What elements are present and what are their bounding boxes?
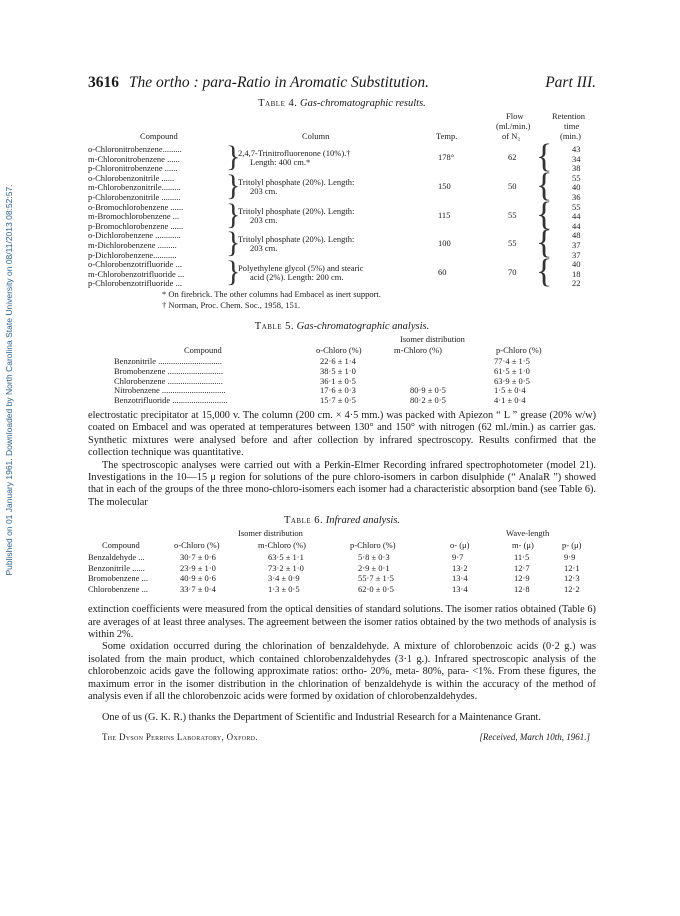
table6 bbox=[88, 528, 596, 600]
t6-compound-name: Benzonitrile ...... bbox=[88, 562, 145, 573]
t4-retention-value: 37 bbox=[572, 249, 581, 260]
t5-header-p: p-Chloro (%) bbox=[496, 345, 542, 355]
t4-retention-value: 40 bbox=[572, 259, 581, 270]
t6-compound-name: Chlorobenzene ... bbox=[88, 583, 148, 594]
left-brace-icon: { bbox=[536, 224, 553, 262]
right-brace-icon: } bbox=[226, 168, 241, 202]
t6-meta-value: 1·3 ± 0·5 bbox=[268, 583, 300, 594]
t5-compound-name: Nitrobenzene .............................. bbox=[114, 385, 226, 396]
t6-meta-value: 73·2 ± 1·0 bbox=[268, 562, 304, 573]
t4-retention-value: 55 bbox=[572, 172, 581, 183]
t4-retention-value: 44 bbox=[572, 211, 581, 222]
t6-para-value: 55·7 ± 1·5 bbox=[358, 573, 394, 584]
t4-compound-name: m-Chlorobenzotrifluoride ... bbox=[88, 268, 185, 279]
laboratory: The Dyson Perrins Laboratory, Oxford. bbox=[102, 731, 258, 742]
t6-ortho-value: 30·7 ± 0·6 bbox=[180, 552, 216, 563]
table4 bbox=[88, 111, 596, 289]
t4-retention-value: 36 bbox=[572, 192, 581, 202]
table6-label: Table 6. bbox=[283, 515, 324, 527]
download-notice bbox=[2, 100, 16, 660]
t4-column-line-1: 2,4,7-Trinitrofluorenone (10%).† bbox=[238, 148, 351, 158]
right-brace-icon: } bbox=[226, 197, 241, 231]
t4-flow-value: 55 bbox=[508, 238, 517, 249]
t6-super-iso: Isomer distribution bbox=[238, 528, 303, 539]
t4-flow-value: 50 bbox=[508, 180, 517, 191]
t4-header-ret-1: Retention bbox=[552, 111, 586, 121]
paragraph-1: electrostatic precipitator at 15,000 v. The column (200 cm. × 4·5 mm.) was packed with Apiezon “ L ” grease (20% w/w) coated on Embacel and was operated at temperatures between 130° and 150° with nitrogen (62 ml./min.) as carrier gas. Synthetic mixtures were analysed before and after collection by infrared spectroscopy. Results confirmed that the collection technique was quantitative. bbox=[88, 410, 596, 459]
t4-header-ret-2: time bbox=[564, 121, 580, 131]
t4-column-line-2: 203 cm. bbox=[250, 185, 278, 196]
t6-wave-ortho: 13·2 bbox=[452, 562, 468, 573]
t4-header-column: Column bbox=[302, 131, 330, 141]
t6-wave-meta: 12·9 bbox=[514, 573, 530, 584]
t4-compound-name: m-Bromochlorobenzene ... bbox=[88, 211, 180, 222]
t4-column-line-1: Tritolyl phosphate (20%). Length: bbox=[238, 205, 355, 216]
t4-compound-name: m-Chlorobenzonitrile......... bbox=[88, 182, 181, 193]
download-notice-text: Published on 01 January 1961. Downloaded by North Carolina State University on 08/11/2013 08:52:57. bbox=[4, 184, 14, 576]
t4-compound-name: m-Dichlorobenzene ......... bbox=[88, 240, 177, 250]
t4-retention-value: 37 bbox=[572, 240, 581, 250]
t6-wave-para: 9·9 bbox=[564, 552, 576, 563]
table4-footnotes bbox=[88, 289, 596, 311]
t5-compound-name: Benzotrifluoride .......................... bbox=[114, 395, 228, 406]
t6-ortho-value: 33·7 ± 0·4 bbox=[180, 583, 216, 594]
signature bbox=[88, 732, 596, 746]
t4-compound-name: o-Chlorobenzotrifluoride ... bbox=[88, 259, 182, 270]
t4-column-line-2: 203 cm. bbox=[250, 214, 278, 225]
t4-compound-name: o-Dichlorobenzene ............ bbox=[88, 230, 181, 241]
t6-wave-meta: 12·8 bbox=[514, 583, 530, 594]
t5-ortho-value: 15·7 ± 0·5 bbox=[320, 395, 356, 406]
paragraph-3: extinction coefficients were measured from the optical densities of standard solutions. The isomer ratios obtained (Table 6) are averages of at least three analyses. The agreement between the isomer ratios obtained by the two methods of analysis is within 2%. bbox=[88, 604, 596, 641]
page bbox=[88, 74, 596, 746]
t4-column-line-2: Length: 400 cm.* bbox=[250, 157, 311, 167]
table5-label: Table 5. bbox=[254, 321, 294, 332]
t4-compound-name: p-Chloronitrobenzene ...... bbox=[88, 163, 178, 174]
table4-title: Gas-chromatographic results. bbox=[300, 98, 426, 109]
t5-header-m: m-Chloro (%) bbox=[394, 345, 442, 355]
left-brace-icon: { bbox=[536, 166, 553, 204]
t4-retention-value: 34 bbox=[572, 153, 581, 164]
t5-para-value: 1·5 ± 0·4 bbox=[494, 385, 526, 396]
t4-column-line-2: acid (2%). Length: 200 cm. bbox=[250, 272, 344, 283]
t6-para-value: 5·8 ± 0·3 bbox=[358, 552, 390, 563]
t6-wave-meta: 11·5 bbox=[514, 552, 530, 563]
t4-retention-value: 43 bbox=[572, 144, 581, 154]
table5-caption bbox=[88, 321, 596, 332]
page-number: 3616 bbox=[88, 74, 119, 91]
paragraph-2: The spectroscopic analyses were carried out with a Perkin-Elmer Recording infrared spectrophotometer (model 21). Investigations in the 10—15 μ region for solutions of the pure chloro-isomers in carbon disulphide (“ AnalaR ”) showed that in each of the groups of the three mono-chloro-isomers each isomer had a characteristic absorption band (see Table 6). The molecular bbox=[88, 459, 596, 508]
t4-header-flow-2: (ml./min.) bbox=[496, 121, 531, 131]
t6-ortho-value: 40·9 ± 0·6 bbox=[180, 573, 216, 584]
left-brace-icon: { bbox=[536, 138, 553, 175]
t6-wave-ortho: 13·4 bbox=[452, 583, 468, 594]
t5-para-value: 61·5 ± 1·0 bbox=[494, 365, 530, 376]
t4-column-line-1: Polyethylene glycol (5%) and stearic bbox=[238, 263, 364, 274]
t4-footnote-2: † Norman, Proc. Chem. Soc., 1958, 151. bbox=[162, 300, 301, 310]
t4-retention-value: 18 bbox=[572, 268, 581, 279]
table5 bbox=[88, 334, 596, 404]
t4-header-flow-1: Flow bbox=[506, 111, 524, 121]
t4-compound-name: p-Chlorobenzonitrile ......... bbox=[88, 192, 181, 202]
t4-temp-value: 60 bbox=[438, 267, 447, 278]
t4-header-temp: Temp. bbox=[436, 131, 458, 141]
t6-meta-value: 63·5 ± 1·1 bbox=[268, 552, 304, 563]
t4-column-line-2: 203 cm. bbox=[250, 243, 278, 254]
t5-para-value: 63·9 ± 0·5 bbox=[494, 375, 530, 386]
t4-footnote-1: * On firebrick. The other columns had Embacel as inert support. bbox=[162, 289, 381, 299]
t4-retention-value: 48 bbox=[572, 230, 581, 241]
t4-retention-value: 38 bbox=[572, 163, 581, 174]
t6-para-value: 62·0 ± 0·5 bbox=[358, 583, 394, 594]
table6-caption bbox=[88, 515, 596, 526]
t4-compound-name: p-Bromochlorobenzene ...... bbox=[88, 220, 184, 231]
table6-title: Infrared analysis. bbox=[325, 515, 401, 527]
t4-retention-value: 40 bbox=[572, 182, 581, 193]
t6-header-wm: m- (μ) bbox=[512, 540, 534, 551]
t6-wave-para: 12·2 bbox=[564, 583, 580, 594]
t6-wave-ortho: 13·4 bbox=[452, 573, 468, 584]
t4-column-line-1: Tritolyl phosphate (20%). Length: bbox=[238, 234, 355, 245]
t5-compound-name: Bromobenzene .......................... bbox=[114, 365, 223, 376]
paragraph-5: One of us (G. K. R.) thanks the Department of Scientific and Industrial Research for a Maintenance Grant. bbox=[102, 711, 541, 723]
t5-header-o: o-Chloro (%) bbox=[316, 345, 362, 355]
t4-temp-value: 178° bbox=[438, 152, 455, 162]
t4-temp-value: 150 bbox=[438, 180, 451, 191]
t4-column-line-1: Tritolyl phosphate (20%). Length: bbox=[238, 176, 355, 187]
left-brace-icon: { bbox=[536, 195, 553, 233]
left-brace-icon: { bbox=[536, 253, 553, 291]
t5-header-compound: Compound bbox=[184, 345, 222, 355]
table4-caption bbox=[88, 98, 596, 109]
t6-header-wp: p- (μ) bbox=[562, 540, 582, 551]
right-brace-icon: } bbox=[226, 255, 241, 289]
t6-para-value: 2·9 ± 0·1 bbox=[358, 562, 390, 573]
t6-compound-name: Benzaldehyde ... bbox=[88, 552, 145, 563]
t6-header-p: p-Chloro (%) bbox=[350, 540, 396, 551]
t4-retention-value: 22 bbox=[572, 278, 581, 289]
t5-compound-name: Benzonitrile .............................. bbox=[114, 356, 222, 366]
t4-header-flow-3: of N₂ bbox=[502, 131, 521, 141]
t4-flow-value: 55 bbox=[508, 209, 517, 220]
right-brace-icon: } bbox=[226, 140, 241, 173]
t6-ortho-value: 23·9 ± 1·0 bbox=[180, 562, 216, 573]
t6-meta-value: 3·4 ± 0·9 bbox=[268, 573, 300, 584]
t4-compound-name: p-Chlorobenzotrifluoride ... bbox=[88, 278, 182, 289]
t6-super-wave: Wave-length bbox=[506, 528, 550, 539]
t5-super-header: Isomer distribution bbox=[400, 334, 465, 344]
t4-retention-value: 44 bbox=[572, 220, 581, 231]
t5-meta-value: 80·9 ± 0·5 bbox=[410, 385, 446, 396]
t5-ortho-value: 36·1 ± 0·5 bbox=[320, 375, 356, 386]
received-date: [Received, March 10th, 1961.] bbox=[479, 731, 590, 742]
t4-compound-name: o-Chlorobenzonitrile ...... bbox=[88, 172, 175, 183]
t4-header-ret-3: (min.) bbox=[560, 131, 582, 141]
t6-header-wo: o- (μ) bbox=[450, 540, 470, 551]
running-title: The ortho : para-Ratio in Aromatic Substitution. bbox=[128, 74, 429, 91]
t4-header-compound: Compound bbox=[140, 131, 178, 141]
t6-wave-para: 12·3 bbox=[564, 573, 580, 584]
t5-ortho-value: 38·5 ± 1·0 bbox=[320, 365, 356, 376]
table4-label: Table 4. bbox=[258, 98, 298, 109]
t4-compound-name: m-Chloronitrobenzene ...... bbox=[88, 153, 180, 164]
t5-meta-value: 80·2 ± 0·5 bbox=[410, 395, 446, 406]
t5-ortho-value: 22·6 ± 1·4 bbox=[320, 356, 356, 366]
running-header bbox=[88, 74, 596, 96]
t4-compound-name: o-Bromochlorobenzene ...... bbox=[88, 201, 184, 212]
t5-para-value: 4·1 ± 0·4 bbox=[494, 395, 526, 406]
paragraph-4: Some oxidation occurred during the chlorination of benzaldehyde. A mixture of chlorobenzoic acids (0·2 g.) was isolated from the main product, which contained chlorobenzaldehydes (3·1 g.). Infrared spectroscopic analysis of the chlorobenzoic acids gave the following approximate ratios: ortho- 20%, meta- 80%, para- <1%. From these figures, the maximum error in the isomer distribution in the chlorination of benzaldehyde is within the accuracy of the method of analysis even if all the chlorobenzoic acids were formed by oxidation of chlorobenzaldehydes. bbox=[88, 641, 596, 703]
t6-header-o: o-Chloro (%) bbox=[174, 540, 220, 551]
t6-wave-ortho: 9·7 bbox=[452, 552, 464, 563]
t4-flow-value: 70 bbox=[508, 267, 517, 278]
t6-header-m: m-Chloro (%) bbox=[258, 540, 306, 551]
t5-para-value: 77·4 ± 1·5 bbox=[494, 356, 530, 366]
t4-temp-value: 100 bbox=[438, 238, 451, 249]
t5-ortho-value: 17·6 ± 0·3 bbox=[320, 385, 356, 396]
table5-title: Gas-chromatographic analysis. bbox=[296, 321, 430, 332]
part-label: Part III. bbox=[545, 74, 596, 91]
t6-header-compound: Compound bbox=[102, 540, 140, 551]
t6-compound-name: Bromobenzene ... bbox=[88, 573, 148, 584]
t4-compound-name: p-Dichlorobenzene........... bbox=[88, 249, 177, 260]
t4-temp-value: 115 bbox=[438, 209, 451, 220]
t5-compound-name: Chlorobenzene .......................... bbox=[114, 375, 223, 386]
t4-flow-value: 62 bbox=[508, 152, 517, 162]
right-brace-icon: } bbox=[226, 226, 241, 260]
t4-compound-name: o-Chloronitrobenzene......... bbox=[88, 144, 182, 154]
t4-retention-value: 55 bbox=[572, 201, 581, 212]
t6-wave-meta: 12·7 bbox=[514, 562, 530, 573]
t6-wave-para: 12·1 bbox=[564, 562, 580, 573]
